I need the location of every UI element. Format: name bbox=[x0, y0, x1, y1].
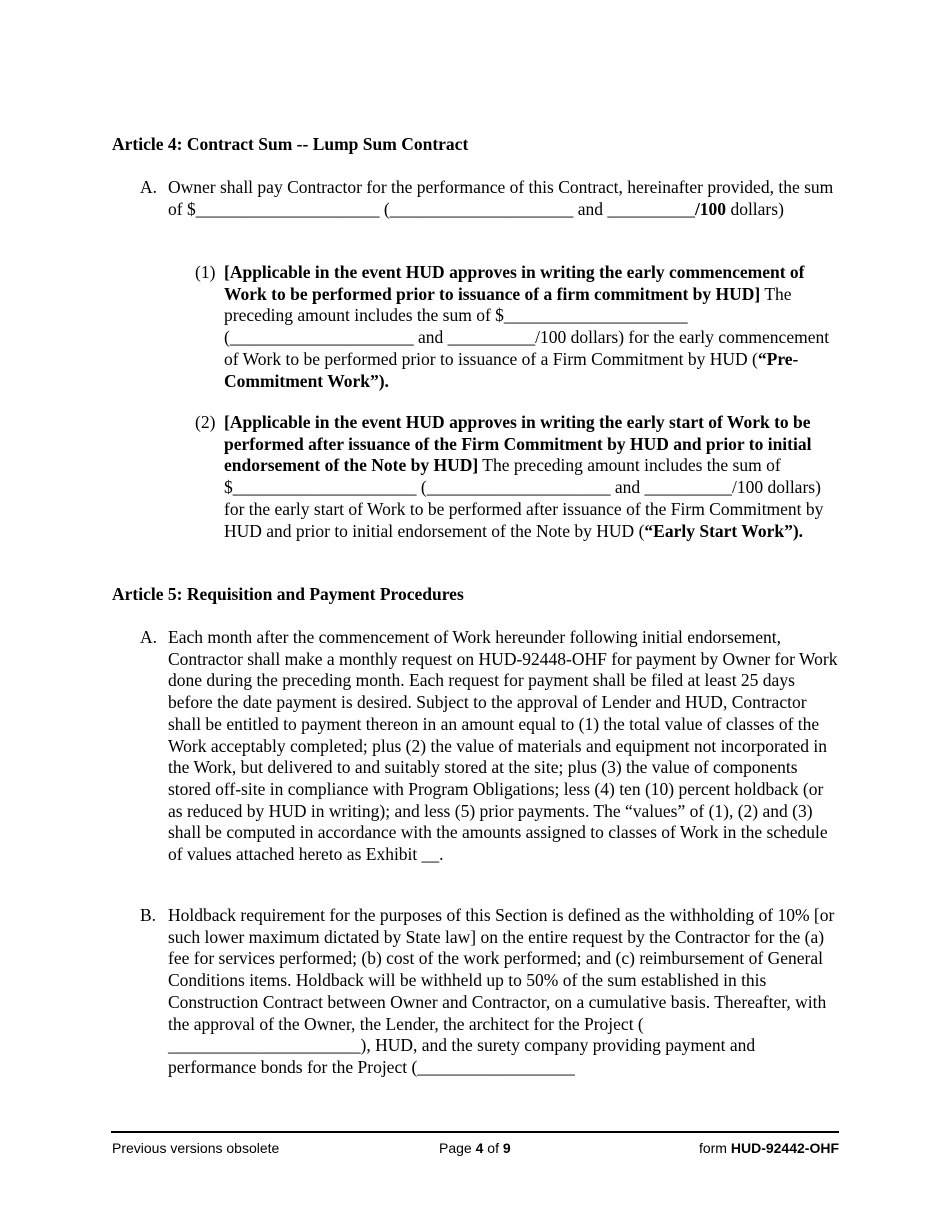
item-marker: A. bbox=[140, 177, 158, 197]
form-id: HUD-92442-OHF bbox=[730, 1140, 839, 1156]
item-marker: A. bbox=[140, 627, 158, 647]
page-total: 9 bbox=[502, 1140, 511, 1156]
page-number bbox=[439, 1139, 511, 1157]
subitem-text bbox=[224, 412, 844, 542]
page-current: 4 bbox=[475, 1140, 484, 1156]
footer-divider bbox=[111, 1131, 839, 1133]
subitem-body: The preceding amount includes the sum of $_____________________ (_____________________ and __________/100 dollars) for the early start of Work to be performed after issuance of the Firm Commitment by HUD and prior to initial endorsement of the Note by HUD ( bbox=[224, 455, 824, 541]
form-prefix: form bbox=[698, 1140, 731, 1156]
subitem-text bbox=[224, 262, 844, 392]
page-mid: of bbox=[483, 1140, 503, 1156]
article-5-heading: Article 5: Requisition and Payment Procedures bbox=[112, 584, 464, 604]
item-text: Holdback requirement for the purposes of this Section is defined as the withholding of 10% [or such lower maximum dictated by State law] on the entire request by the Contractor for the (a) fee for services performed; (b) cost of the work performed; and (c) reimbursement of General Conditions items. Holdback will be withheld up to 50% of the sum established in this Construction Contract between Owner and Contractor, on a cumulative basis. Thereafter, with the approval of the Owner, the Lender, the architect for the Project ( ______________________), HUD, and the surety company providing payment and performance bonds for the Project (__________________ bbox=[168, 905, 835, 1077]
item-text-tail: dollars) bbox=[726, 198, 784, 219]
subitem-defined-term: “Early Start Work”). bbox=[644, 520, 804, 541]
item-text: Each month after the commencement of Work hereunder following initial endorsement, Contractor shall make a monthly request on HUD-92448-OHF for payment by Owner for Work done during the preceding month. Each request for payment shall be filed at least 25 days before the date payment is desired. Subject to the approval of Lender and HUD, Contractor shall be entitled to payment thereon in an amount equal to (1) the total value of classes of the Work acceptably completed; plus (2) the value of materials and equipment not incorporated in the Work, but delivered to and suitably stored at the site; plus (3) the value of components stored off-site in compliance with Program Obligations; less (4) ten (10) percent holdback (or as reduced by HUD in writing); and less (5) prior payments. The “values” of (1), (2) and (3) shall be computed in accordance with the amounts assigned to classes of Work in the schedule of values attached hereto as Exhibit __. bbox=[168, 627, 838, 865]
item-text-main: Owner shall pay Contractor for the performance of this Contract, hereinafter provided, the sum of $_____________________ (_____________________ and __________ bbox=[168, 177, 834, 219]
item-marker: B. bbox=[140, 905, 157, 925]
page-prefix: Page bbox=[439, 1140, 476, 1156]
footer-note: Previous versions obsolete bbox=[112, 1140, 280, 1156]
subitem-bold-intro: [Applicable in the event HUD approves in writing the early start of Work to be performed after issuance of the Firm Commitment by HUD and prior to initial endorsement of the Note by HUD] bbox=[224, 412, 812, 476]
form-identifier bbox=[699, 1139, 839, 1157]
subitem-marker: (2) bbox=[195, 412, 216, 432]
subitem-body: The preceding amount includes the sum of $_____________________ (_____________________ and __________/100 dollars) for the early commencement of Work to be performed prior to issuance of a Firm Commitment by HUD ( bbox=[224, 283, 830, 369]
article-4-heading: Article 4: Contract Sum -- Lump Sum Contract bbox=[112, 134, 469, 154]
subitem-defined-term: “Pre-Commitment Work”). bbox=[224, 348, 799, 391]
item-text-fraction: /100 bbox=[694, 198, 727, 219]
item-text bbox=[168, 177, 838, 220]
subitem-marker: (1) bbox=[195, 262, 216, 282]
subitem-bold-intro: [Applicable in the event HUD approves in writing the early commencement of Work to be performed prior to issuance of a firm commitment by HUD] bbox=[224, 262, 805, 304]
